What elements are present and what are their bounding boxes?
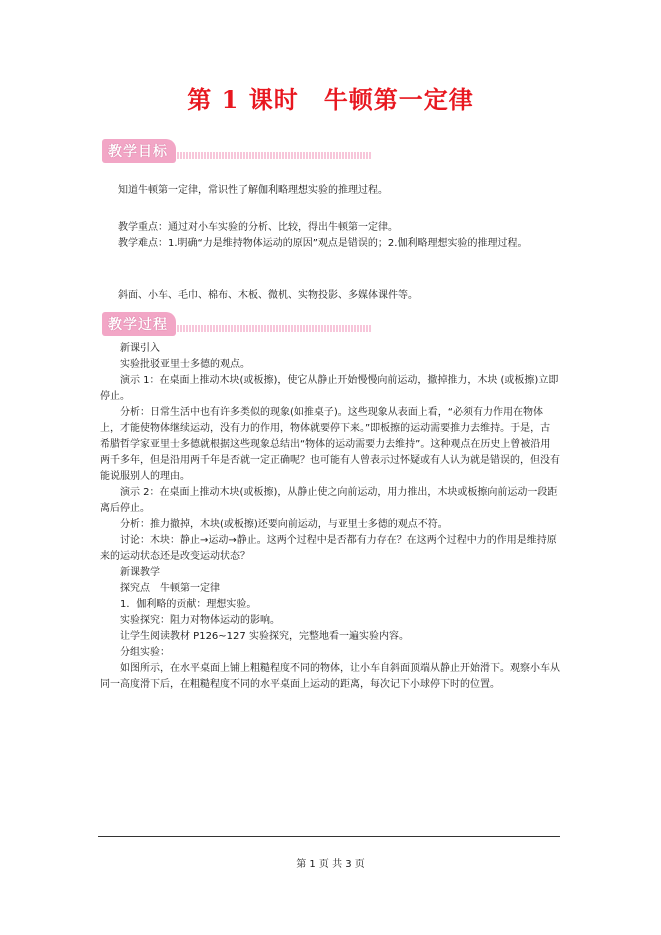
process-line: 1．伽利略的贡献：理想实验。 xyxy=(120,599,257,610)
section-heading-goals: 教学目标 xyxy=(102,139,176,163)
process-line: 探究点 牛顿第一定律 xyxy=(120,583,220,594)
process-line: 新课教学 xyxy=(120,567,160,578)
process-line: 分析：推力撤掉，木块(或板擦)还要向前运动，与亚里士多德的观点不符。 xyxy=(120,519,448,530)
process-line: 实验探究：阻力对物体运动的影响。 xyxy=(120,615,280,626)
process-line: 实验批驳亚里士多德的观点。 xyxy=(120,359,250,370)
goals-paragraph-2 xyxy=(118,220,558,236)
goal-text: 知道牛顿第一定律，常识性了解伽利略理想实验的推理过程。 xyxy=(118,185,388,196)
materials-text: 斜面、小车、毛巾、棉布、木板、微机、实物投影、多媒体课件等。 xyxy=(118,290,418,301)
goals-paragraph-3 xyxy=(118,236,556,252)
section-heading-process: 教学过程 xyxy=(102,312,176,336)
process-body xyxy=(100,341,560,693)
goals-paragraph-1 xyxy=(118,183,558,199)
goals-paragraph-4 xyxy=(118,288,558,304)
page-number: 第 1 页 共 3 页 xyxy=(296,859,365,870)
section-banner-goals xyxy=(102,139,176,163)
process-line: 演示 1：在桌面上推动木块(或板擦)，使它从静止开始慢慢向前运动，撤掉推力，木块 (或板擦)立即停止。 xyxy=(100,375,559,402)
key-point-text: 教学重点：通过对小车实验的分析、比较，得出牛顿第一定律。 xyxy=(118,222,398,233)
process-line: 新课引入 xyxy=(120,343,160,354)
process-line: 分析：日常生活中也有许多类似的现象(如推桌子)。这些现象从表面上看，“必须有力作用在物体上，才能使物体继续运动，没有力的作用，物体就要停下来。”即板擦的运动需要推力去维持。于是，古希腊哲学家亚里士多德就根据这些现象总结出“物体的运动需要力去维持”。这种观点在历史上曾被沿用两千多年，但是沿用两千年是否就一定正确呢？也可能有人曾表示过怀疑或有人认为就是错误的，但没有能说服别人的理由。 xyxy=(100,407,560,482)
footer-divider xyxy=(98,836,560,837)
process-line: 讨论：木块：静止→运动→静止。这两个过程中是否都有力存在？在这两个过程中力的作用是维持原来的运动状态还是改变运动状态？ xyxy=(100,535,557,562)
process-line: 演示 2：在桌面上推动木块(或板擦)，从静止使之向前运动，用力推出，木块或板擦向前运动一段距离后停止。 xyxy=(100,487,558,514)
process-line: 分组实验： xyxy=(120,647,170,658)
process-line: 如图所示，在水平桌面上铺上粗糙程度不同的物体，让小车自斜面顶端从静止开始滑下。观察小车从同一高度滑下后，在粗糙程度不同的水平桌面上运动的距离，每次记下小球停下时的位置。 xyxy=(100,663,560,690)
page-title: 第 1 课时 牛顿第一定律 xyxy=(187,85,474,114)
section-banner-process xyxy=(102,312,176,336)
process-line: 让学生阅读教材 P126~127 实验探究，完整地看一遍实验内容。 xyxy=(120,631,409,642)
difficulty-text: 教学难点：1.明确“力是维持物体运动的原因”观点是错误的；2.伽利略理想实验的推理过程。 xyxy=(118,238,528,249)
